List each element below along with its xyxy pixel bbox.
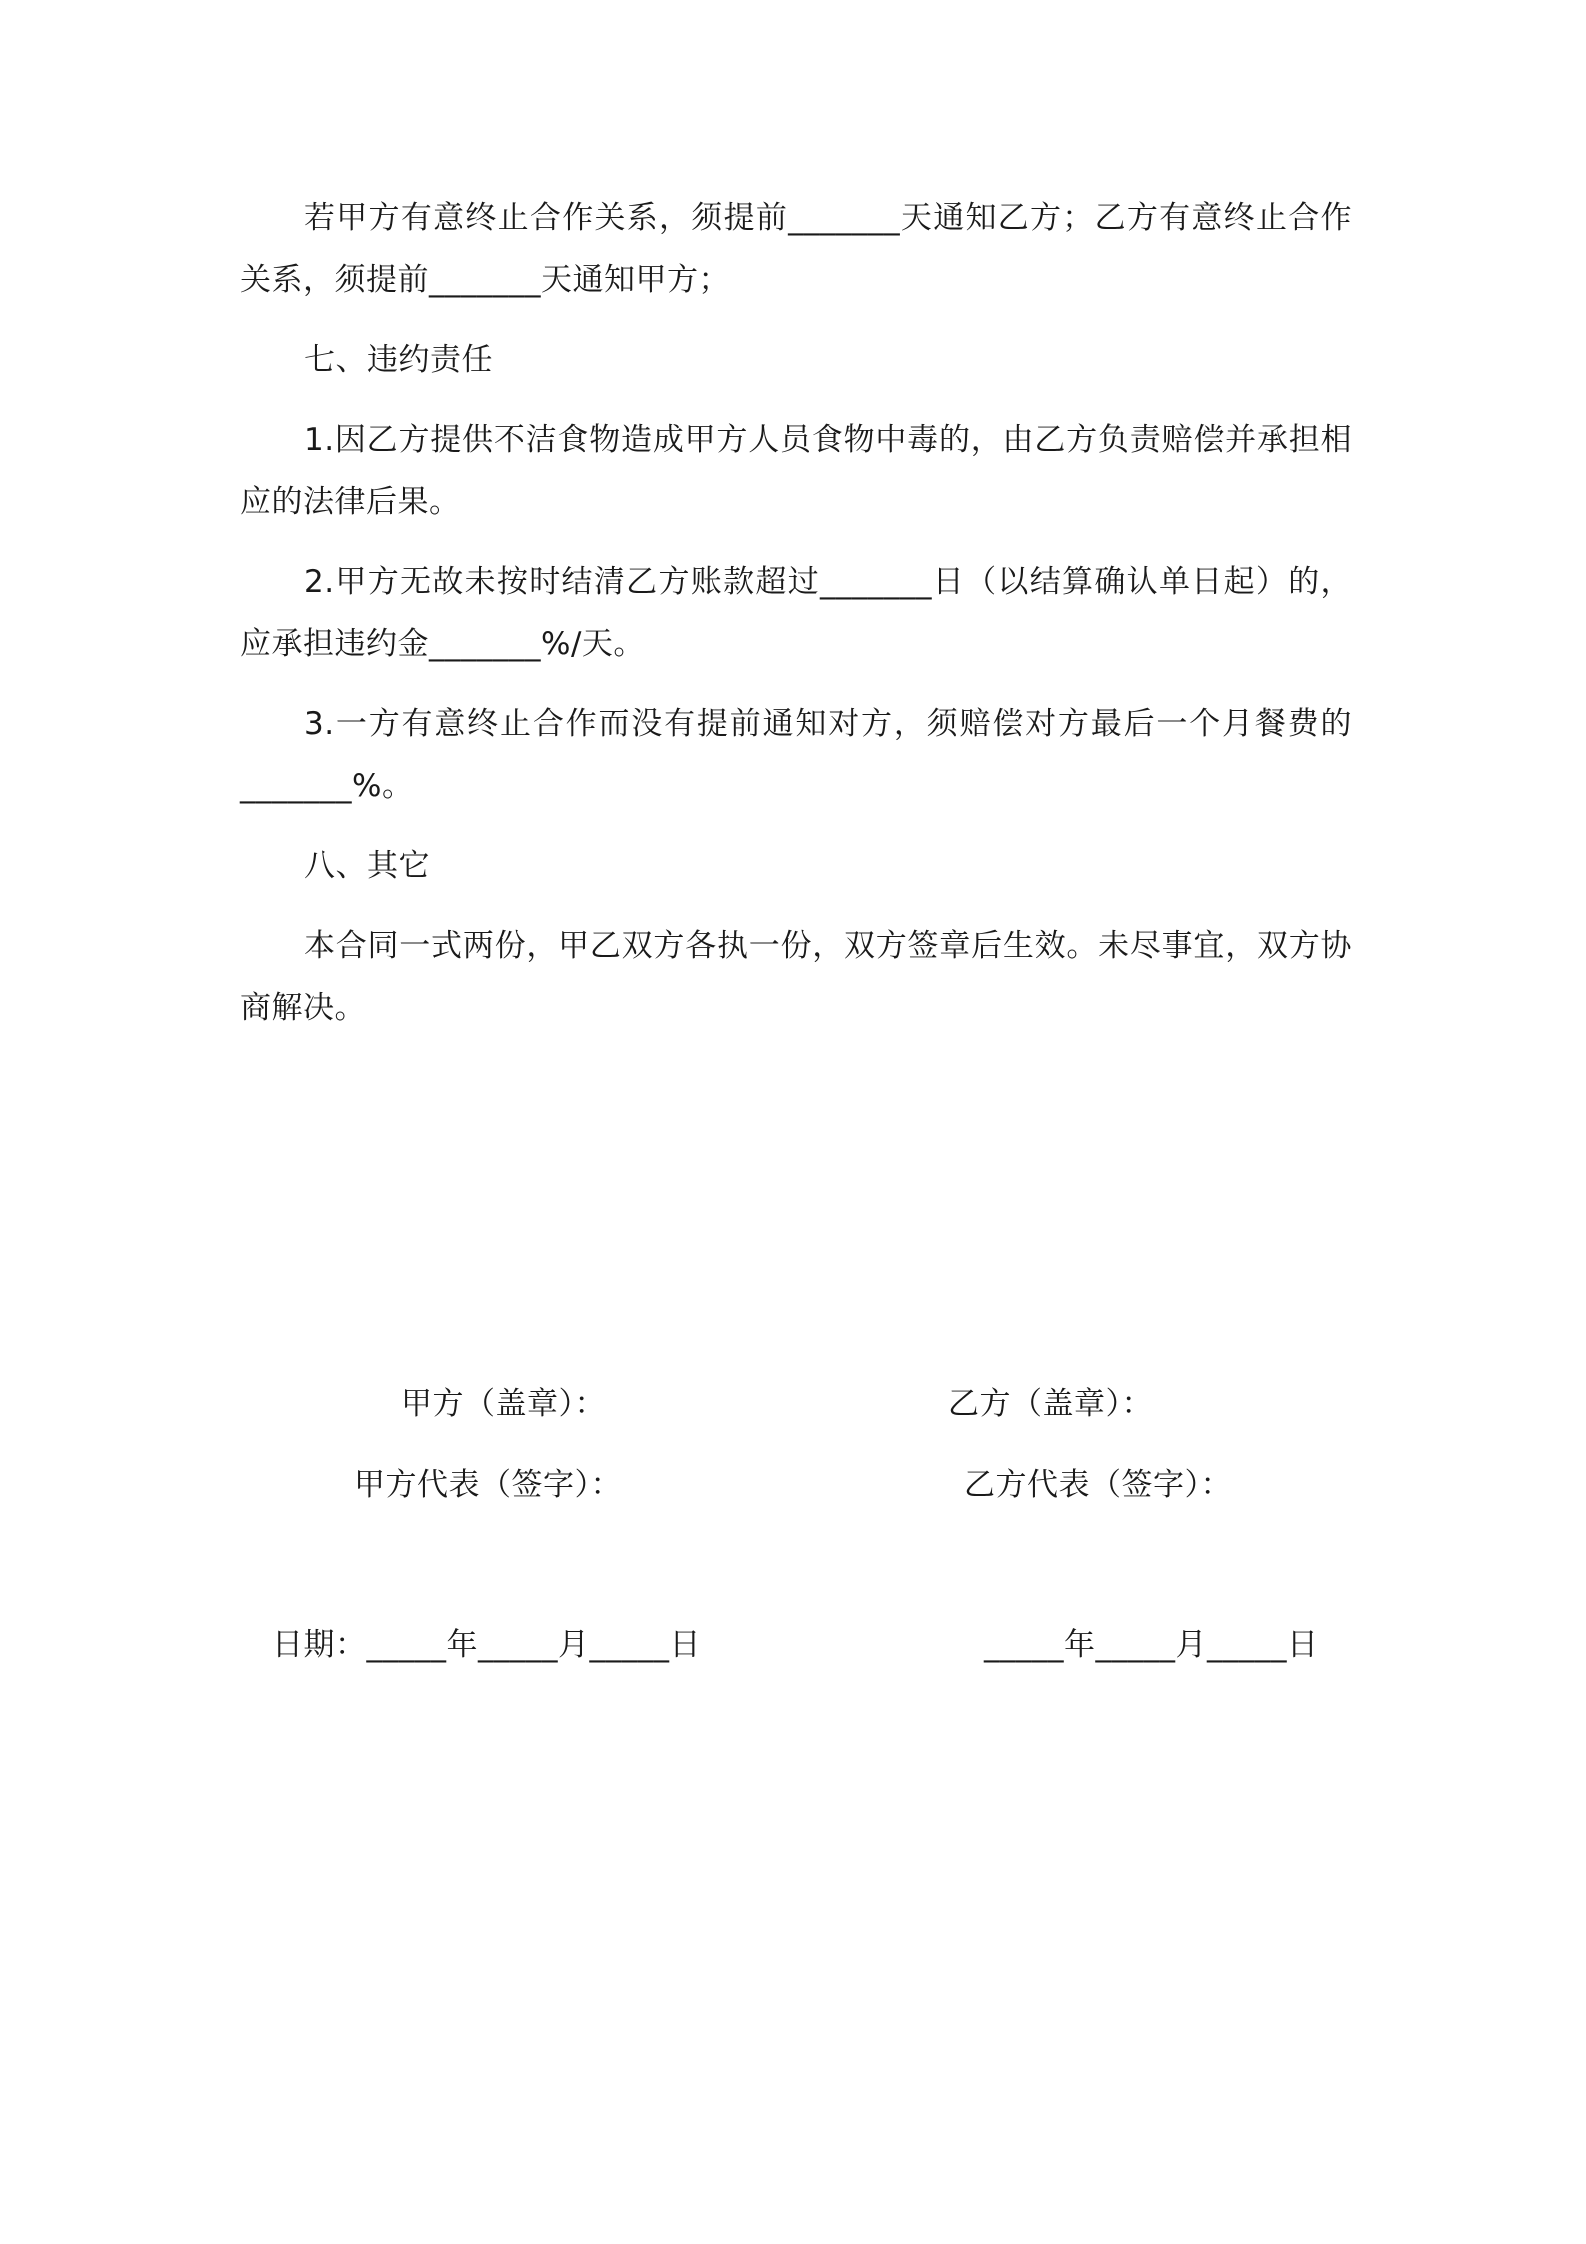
- section-heading: 八、其它: [304, 848, 430, 884]
- party-b-representative-label: 乙方代表（签字）：: [964, 1467, 1232, 1503]
- clause-paragraph: 本合同一式两份，甲乙双方各执一份，双方签章后生效。未尽事宜，双方协商解决。: [240, 928, 1352, 1026]
- party-b-seal-label: 乙方（盖章）：: [948, 1386, 1153, 1422]
- clause-paragraph: 3.一方有意终止合作而没有提前通知对方，须赔偿对方最后一个月餐费的_______%。: [240, 706, 1352, 804]
- party-b-date-line: _____年_____月_____日: [984, 1627, 1319, 1663]
- section-heading: 七、违约责任: [304, 342, 493, 378]
- party-a-representative-label: 甲方代表（签字）：: [354, 1467, 622, 1503]
- contract-body: [240, 187, 1352, 1057]
- clause-paragraph: 2.甲方无故未按时结清乙方账款超过_______日（以结算确认单日起）的，应承担违约金_______%/天。: [240, 564, 1352, 662]
- party-a-date-line: 日期：_____年_____月_____日: [272, 1627, 701, 1663]
- clause-paragraph: 若甲方有意终止合作关系，须提前_______天通知乙方；乙方有意终止合作关系，须提前_______天通知甲方；: [240, 200, 1352, 298]
- clause-paragraph: 1.因乙方提供不洁食物造成甲方人员食物中毒的，由乙方负责赔偿并承担相应的法律后果。: [240, 422, 1352, 520]
- party-a-seal-label: 甲方（盖章）：: [401, 1386, 606, 1422]
